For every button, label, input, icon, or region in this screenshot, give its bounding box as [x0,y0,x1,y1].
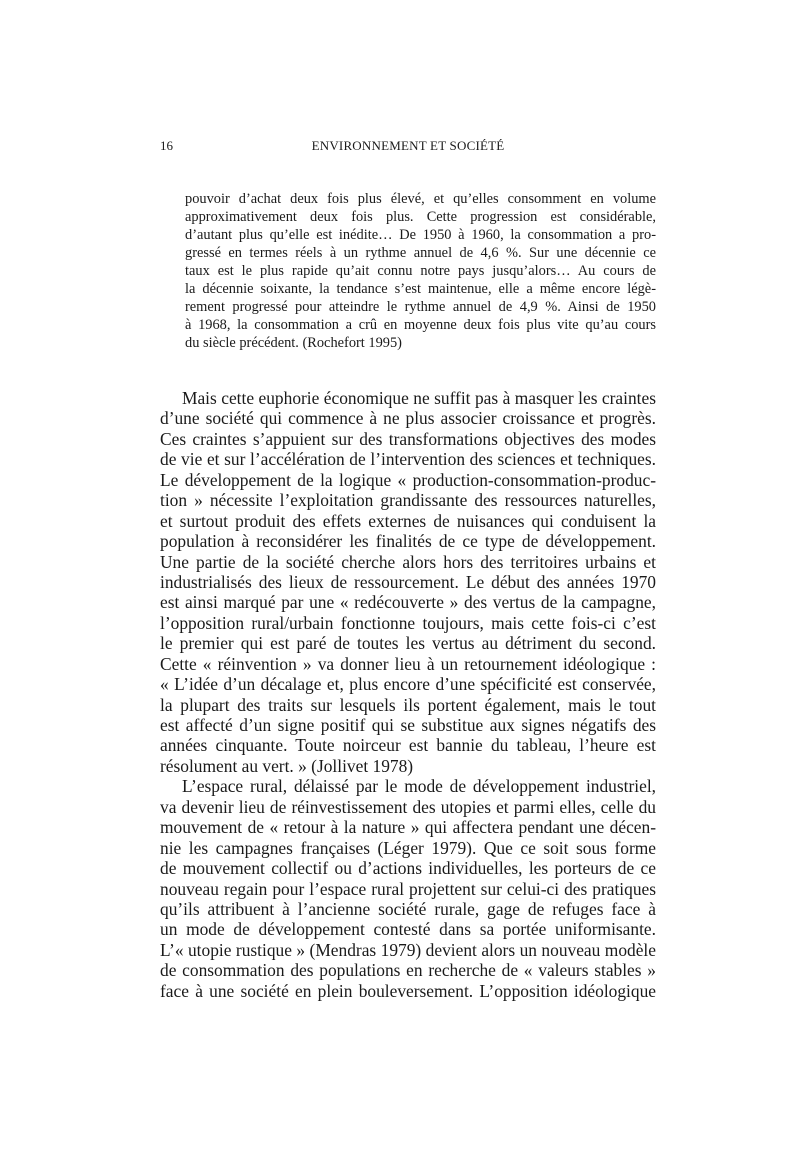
text-line: est ainsi marqué par une « redécouverte » des vertus de la campagne, [160,592,656,613]
text-line: années cinquante. Toute noirceur est bannie du tableau, l’heure est [160,735,656,756]
text-line: l’opposition rural/urbain fonctionne toujours, mais cette fois-ci c’est [160,612,656,633]
running-head [160,136,656,156]
quote-line: approximativement deux fois plus. Cette progression est considérable, [185,209,656,225]
quote-line: rement progressé pour atteindre le rythme annuel de 4,9 %. Ainsi de 1950 [185,299,656,315]
text-line: le premier qui est paré de toutes les vertus au détriment du second. [160,633,656,654]
page-number: 16 [160,138,173,153]
text-line: nouveau regain pour l’espace rural projettent sur celui-ci des pratiques [160,878,656,899]
text-line: Ces craintes s’appuient sur des transformations objectives des modes [160,428,656,449]
text-line: d’une société qui commence à ne plus associer croissance et progrès. [160,408,656,429]
quote-line: taux est le plus rapide qu’ait connu notre pays jusqu’alors… Au cours de [185,263,656,279]
paragraph-1 [160,388,656,776]
text-line: un mode de développement contesté dans sa portée uniformisante. [160,919,656,940]
text-line: la plupart des traits sur lesquels ils portent également, mais le tout [160,694,656,715]
running-title: ENVIRONNEMENT ET SOCIÉTÉ [311,138,505,153]
text-line: de consommation des populations en recherche de « valeurs stables » [160,960,656,981]
text-line: qu’ils attribuent à l’ancienne société rurale, gage de refuges face à [160,898,656,919]
quote-line: la décennie soixante, la tendance s’est maintenue, elle a même encore légè- [185,281,656,297]
body-text [160,388,656,1001]
text-line: Mais cette euphorie économique ne suffit pas à masquer les craintes [182,388,656,408]
quote-line: d’autant plus qu’elle est inédite… De 1950 à 1960, la consommation a pro- [185,227,656,243]
text-line: va devenir lieu de réinvestissement des utopies et parmi elles, celle du [160,796,656,817]
quote-line: du siècle précédent. (Rochefort 1995) [185,335,402,351]
text-line: tion » nécessite l’exploitation grandissante des ressources naturelles, [160,490,656,511]
quote-line: à 1968, la consommation a crû en moyenne deux fois plus vite qu’au cours [185,317,656,333]
text-line: population à reconsidérer les finalités de ce type de développement. [160,531,656,552]
text-line: industrialisés des lieux de ressourcement. Le début des années 1970 [160,571,656,592]
text-line: et surtout produit des effets externes de nuisances qui conduisent la [160,510,656,531]
text-line: L’« utopie rustique » (Mendras 1979) devient alors un nouveau modèle [160,939,656,960]
text-line: mouvement de « retour à la nature » qui affectera pendant une décen- [160,817,656,838]
text-line: de vie et sur l’accélération de l’intervention des sciences et techniques. [160,449,656,470]
text-line: est affecté d’un signe positif qui se substitue aux signes négatifs des [160,715,656,735]
text-line: Le développement de la logique « production-consommation-produc- [160,469,656,490]
text-line: résolument au vert. » (Jollivet 1978) [160,755,414,776]
text-line: L’espace rural, délaissé par le mode de développement industriel, [182,776,656,797]
text-line: face à une société en plein bouleversement. L’opposition idéologique [160,980,656,1001]
paragraph-2 [160,776,656,1001]
text-line: de mouvement collectif ou d’actions individuelles, les porteurs de ce [160,858,656,879]
text-line: Cette « réinvention » va donner lieu à un retournement idéologique : [160,653,656,674]
text-line: « L’idée d’un décalage et, plus encore d’une spécificité est conservée, [160,674,656,695]
quote-line: pouvoir d’achat deux fois plus élevé, et qu’elles consomment en volume [185,191,656,207]
text-line: nie les campagnes françaises (Léger 1979). Que ce soit sous forme [160,837,656,858]
block-quote [185,190,656,352]
text-line: Une partie de la société cherche alors hors des territoires urbains et [160,551,656,572]
quote-line: gressé en termes réels à un rythme annuel de 4,6 %. Sur une décennie ce [185,245,656,261]
